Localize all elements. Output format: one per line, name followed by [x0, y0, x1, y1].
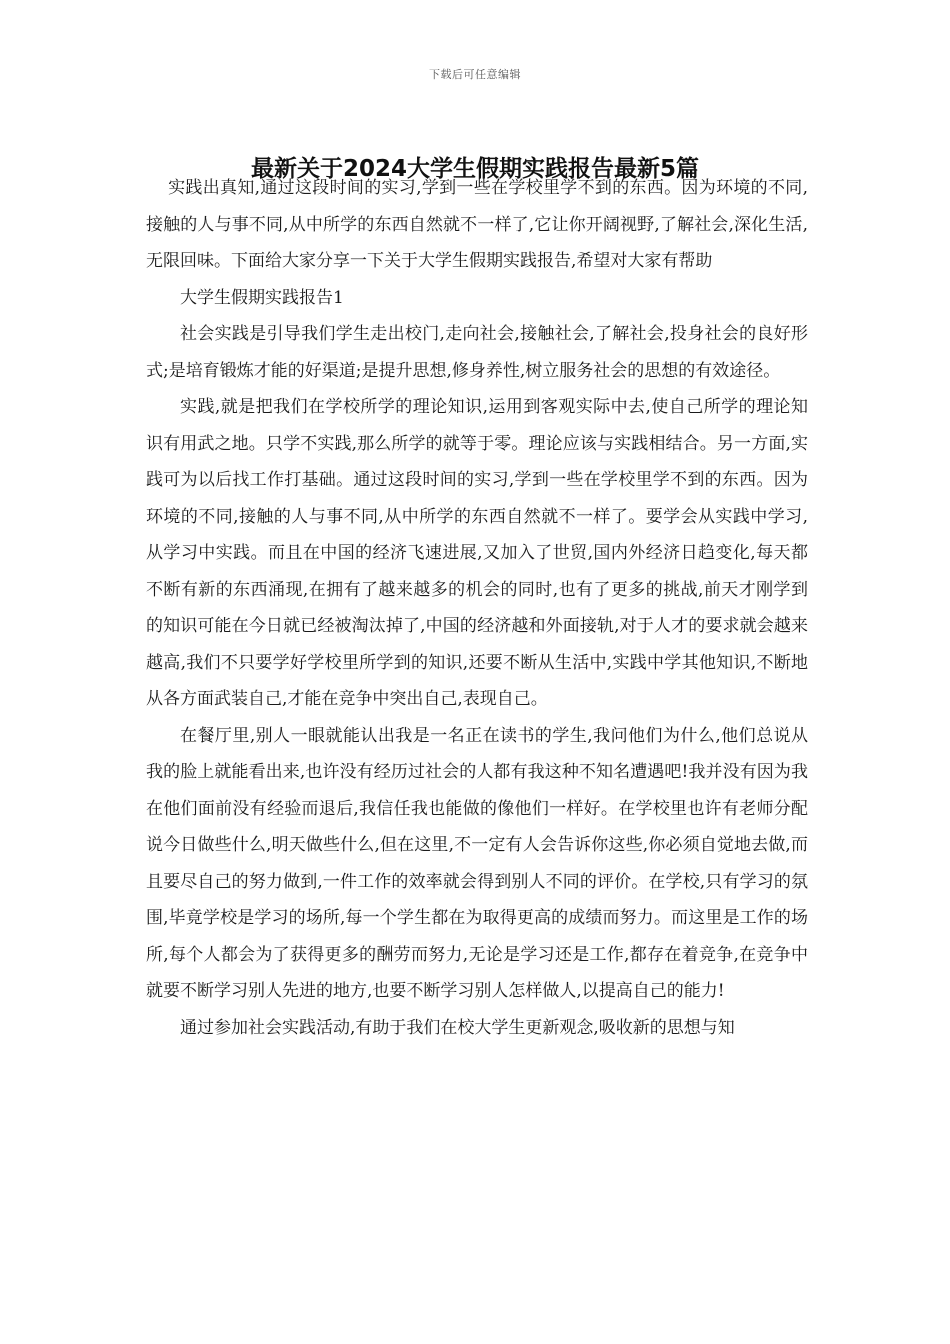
document-body [146, 170, 808, 1046]
body-paragraph: 通过参加社会实践活动,有助于我们在校大学生更新观念,吸收新的思想与知 [180, 1017, 735, 1038]
section-heading: 大学生假期实践报告1 [180, 287, 344, 308]
body-paragraph: 社会实践是引导我们学生走出校门,走向社会,接触社会,了解社会,投身社会的良好形式;是培育锻炼才能的好渠道;是提升思想,修身养性,树立服务社会的思想的有效途径。 [146, 324, 808, 381]
header-note: 下载后可任意编辑 [429, 68, 521, 81]
page-title: 最新关于2024大学生假期实践报告最新5篇 [250, 156, 700, 182]
body-paragraph: 在餐厅里,别人一眼就能认出我是一名正在读书的学生,我问他们为什么,他们总说从我的脸上就能看出来,也许没有经历过社会的人都有我这种不知名遭遇吧!我并没有因为我在他们面前没有经验而退后,我信任我也能做的像他们一样好。在学校里也许有老师分配说今日做些什么,明天做些什么,但在这里,不一定有人会告诉你这些,你必须自觉地去做,而且要尽自己的努力做到,一件工作的效率就会得到别人不同的评价。在学校,只有学习的氛围,毕竟学校是学习的场所,每一个学生都在为取得更高的成绩而努力。而这里是工作的场所,每个人都会为了获得更多的酬劳而努力,无论是学习还是工作,都存在着竞争,在竞争中就要不断学习别人先进的地方,也要不断学习别人怎样做人,以提高自己的能力! [146, 725, 808, 1001]
body-paragraph: 实践,就是把我们在学校所学的理论知识,运用到客观实际中去,使自己所学的理论知识有用武之地。只学不实践,那么所学的就等于零。理论应该与实践相结合。另一方面,实践可为以后找工作打基础。通过这段时间的实习,学到一些在学校里学不到的东西。因为环境的不同,接触的人与事不同,从中所学的东西自然就不一样了。要学会从实践中学习,从学习中实践。而且在中国的经济飞速进展,又加入了世贸,国内外经济日趋变化,每天都不断有新的东西涌现,在拥有了越来越多的机会的同时,也有了更多的挑战,前天才刚学到的知识可能在今日就已经被淘汰掉了,中国的经济越和外面接轨,对于人才的要求就会越来越高,我们不只要学好学校里所学到的知识,还要不断从生活中,实践中学其他知识,不断地从各方面武装自己,才能在竞争中突出自己,表现自己。 [146, 397, 808, 709]
intro-paragraph: 实践出真知,通过这段时间的实习,学到一些在学校里学不到的东西。因为环境的不同,接触的人与事不同,从中所学的东西自然就不一样了,它让你开阔视野,了解社会,深化生活,无限回味。下面给大家分享一下关于大学生假期实践报告,希望对大家有帮助 [146, 178, 808, 271]
